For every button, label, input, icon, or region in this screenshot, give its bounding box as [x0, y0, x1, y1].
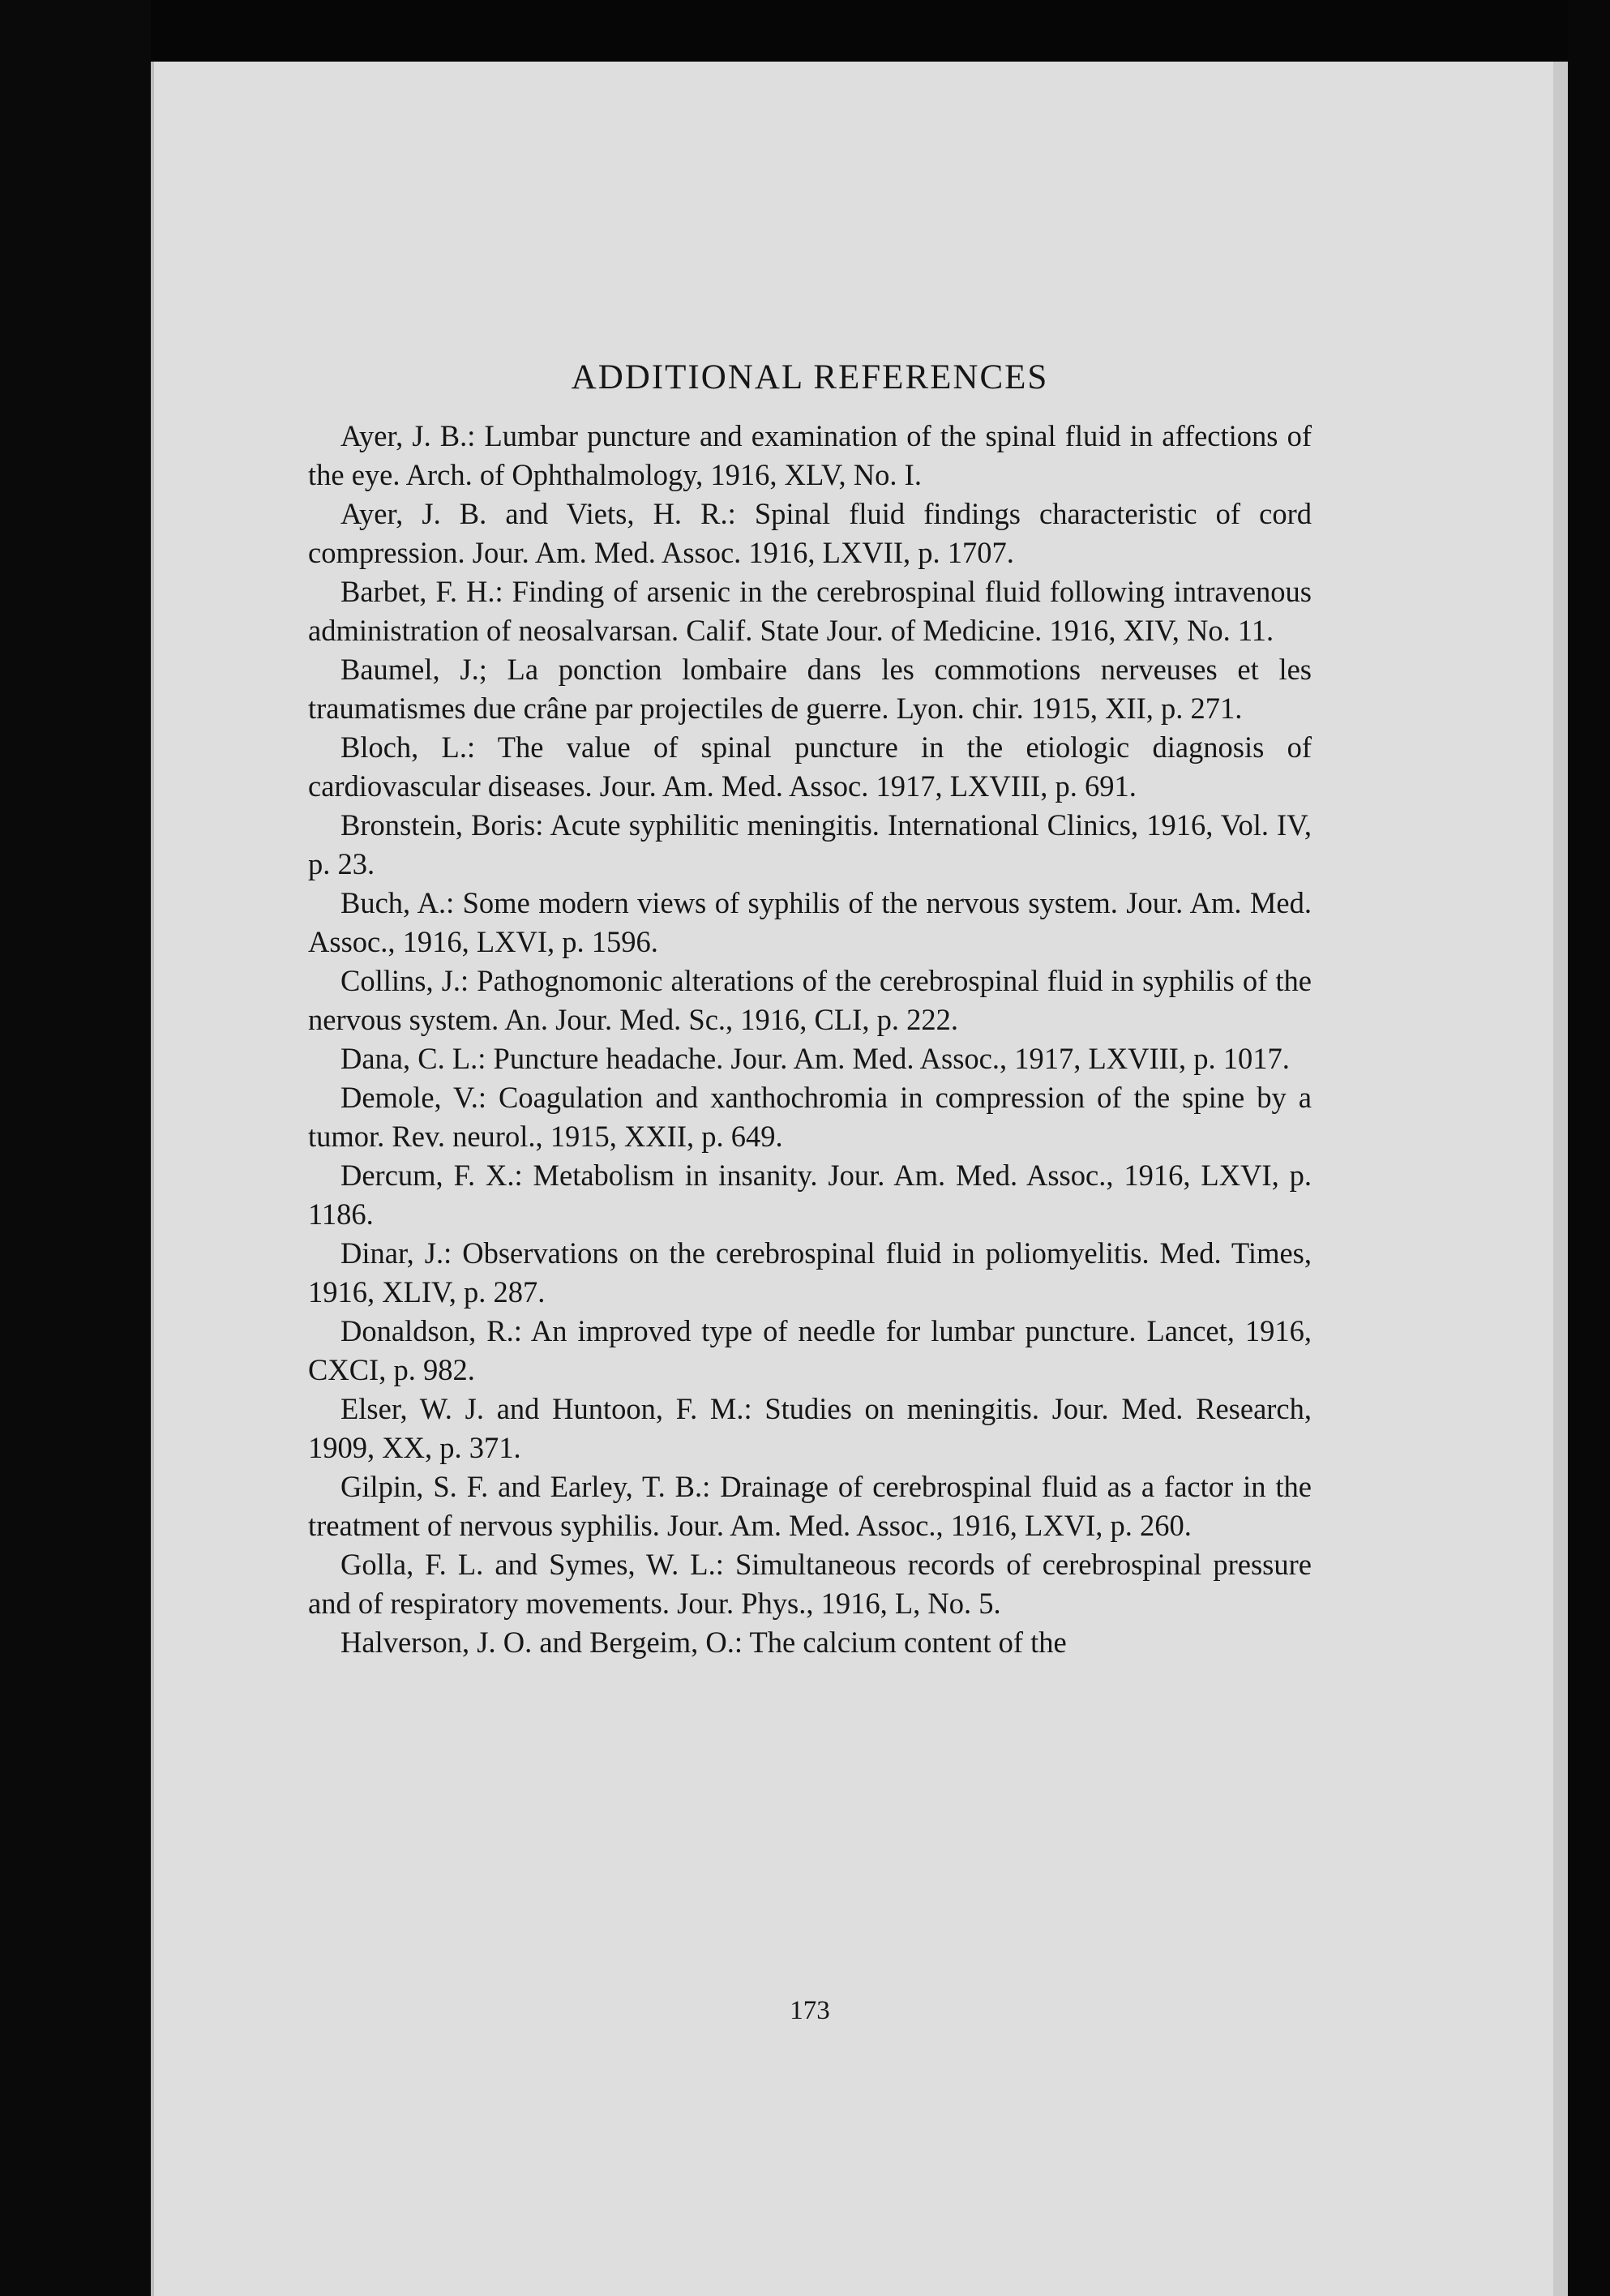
reference-entry: Halverson, J. O. and Bergeim, O.: The calcium content of the — [340, 1625, 1067, 1659]
reference-entry: Dana, C. L.: Puncture headache. Jour. Am. Med. Assoc., 1917, LXVIII, p. 1017. — [340, 1041, 1290, 1075]
reference-entry: Bloch, L.: The value of spinal puncture in the etiologic diagnosis of cardiovascular diseases. Jour. Am. Med. Assoc. 1917, LXVIII, p. 691. — [308, 730, 1312, 803]
page-right-edge — [1553, 62, 1568, 2296]
scan-left-border — [0, 0, 151, 2296]
scan-top-border — [151, 0, 1568, 62]
page-number: 173 — [790, 1996, 830, 2025]
reference-entry: Donaldson, R.: An improved type of needle for lumbar puncture. Lancet, 1916, CXCI, p. 982. — [308, 1313, 1312, 1386]
reference-entry: Dinar, J.: Observations on the cerebrospinal fluid in poliomyelitis. Med. Times, 1916, XLIV, p. 287. — [308, 1236, 1312, 1309]
reference-entry: Collins, J.: Pathognomonic alterations of the cerebrospinal fluid in syphilis of the nervous system. An. Jour. Med. Sc., 1916, CLI, p. 222. — [308, 963, 1312, 1036]
reference-entry: Dercum, F. X.: Metabolism in insanity. Jour. Am. Med. Assoc., 1916, LXVI, p. 1186. — [308, 1158, 1312, 1231]
reference-entry: Bronstein, Boris: Acute syphilitic meningitis. International Clinics, 1916, Vol. IV, p. 23. — [308, 807, 1312, 880]
reference-entry: Baumel, J.; La ponction lombaire dans les commotions nerveuses et les traumatismes due crâne par projectiles de guerre. Lyon. chir. 1915, XII, p. 271. — [308, 652, 1312, 725]
reference-entry: Barbet, F. H.: Finding of arsenic in the cerebrospinal fluid following intravenous administration of neosalvarsan. Calif. State Jour. of Medicine. 1916, XIV, No. 11. — [308, 574, 1312, 647]
reference-entry: Golla, F. L. and Symes, W. L.: Simultaneous records of cerebrospinal pressure and of respiratory movements. Jour. Phys., 1916, L, No. 5. — [308, 1547, 1312, 1620]
reference-entry: Gilpin, S. F. and Earley, T. B.: Drainage of cerebrospinal fluid as a factor in the treatment of nervous syphilis. Jour. Am. Med. Assoc., 1916, LXVI, p. 260. — [308, 1469, 1312, 1542]
scan-right-border — [1568, 0, 1610, 2296]
page-heading: ADDITIONAL REFERENCES — [571, 358, 1049, 396]
reference-entry: Elser, W. J. and Huntoon, F. M.: Studies on meningitis. Jour. Med. Research, 1909, XX, p. 371. — [308, 1391, 1312, 1464]
reference-entry: Demole, V.: Coagulation and xanthochromia in compression of the spine by a tumor. Rev. neurol., 1915, XXII, p. 649. — [308, 1080, 1312, 1153]
reference-entry: Buch, A.: Some modern views of syphilis of the nervous system. Jour. Am. Med. Assoc., 1916, LXVI, p. 1596. — [308, 885, 1312, 958]
page-content — [308, 357, 1312, 1662]
reference-entry: Ayer, J. B. and Viets, H. R.: Spinal fluid findings characteristic of cord compression. Jour. Am. Med. Assoc. 1916, LXVII, p. 1707. — [308, 496, 1312, 569]
reference-entry: Ayer, J. B.: Lumbar puncture and examination of the spinal fluid in affections of the eye. Arch. of Ophthalmology, 1916, XLV, No. I. — [308, 418, 1312, 491]
